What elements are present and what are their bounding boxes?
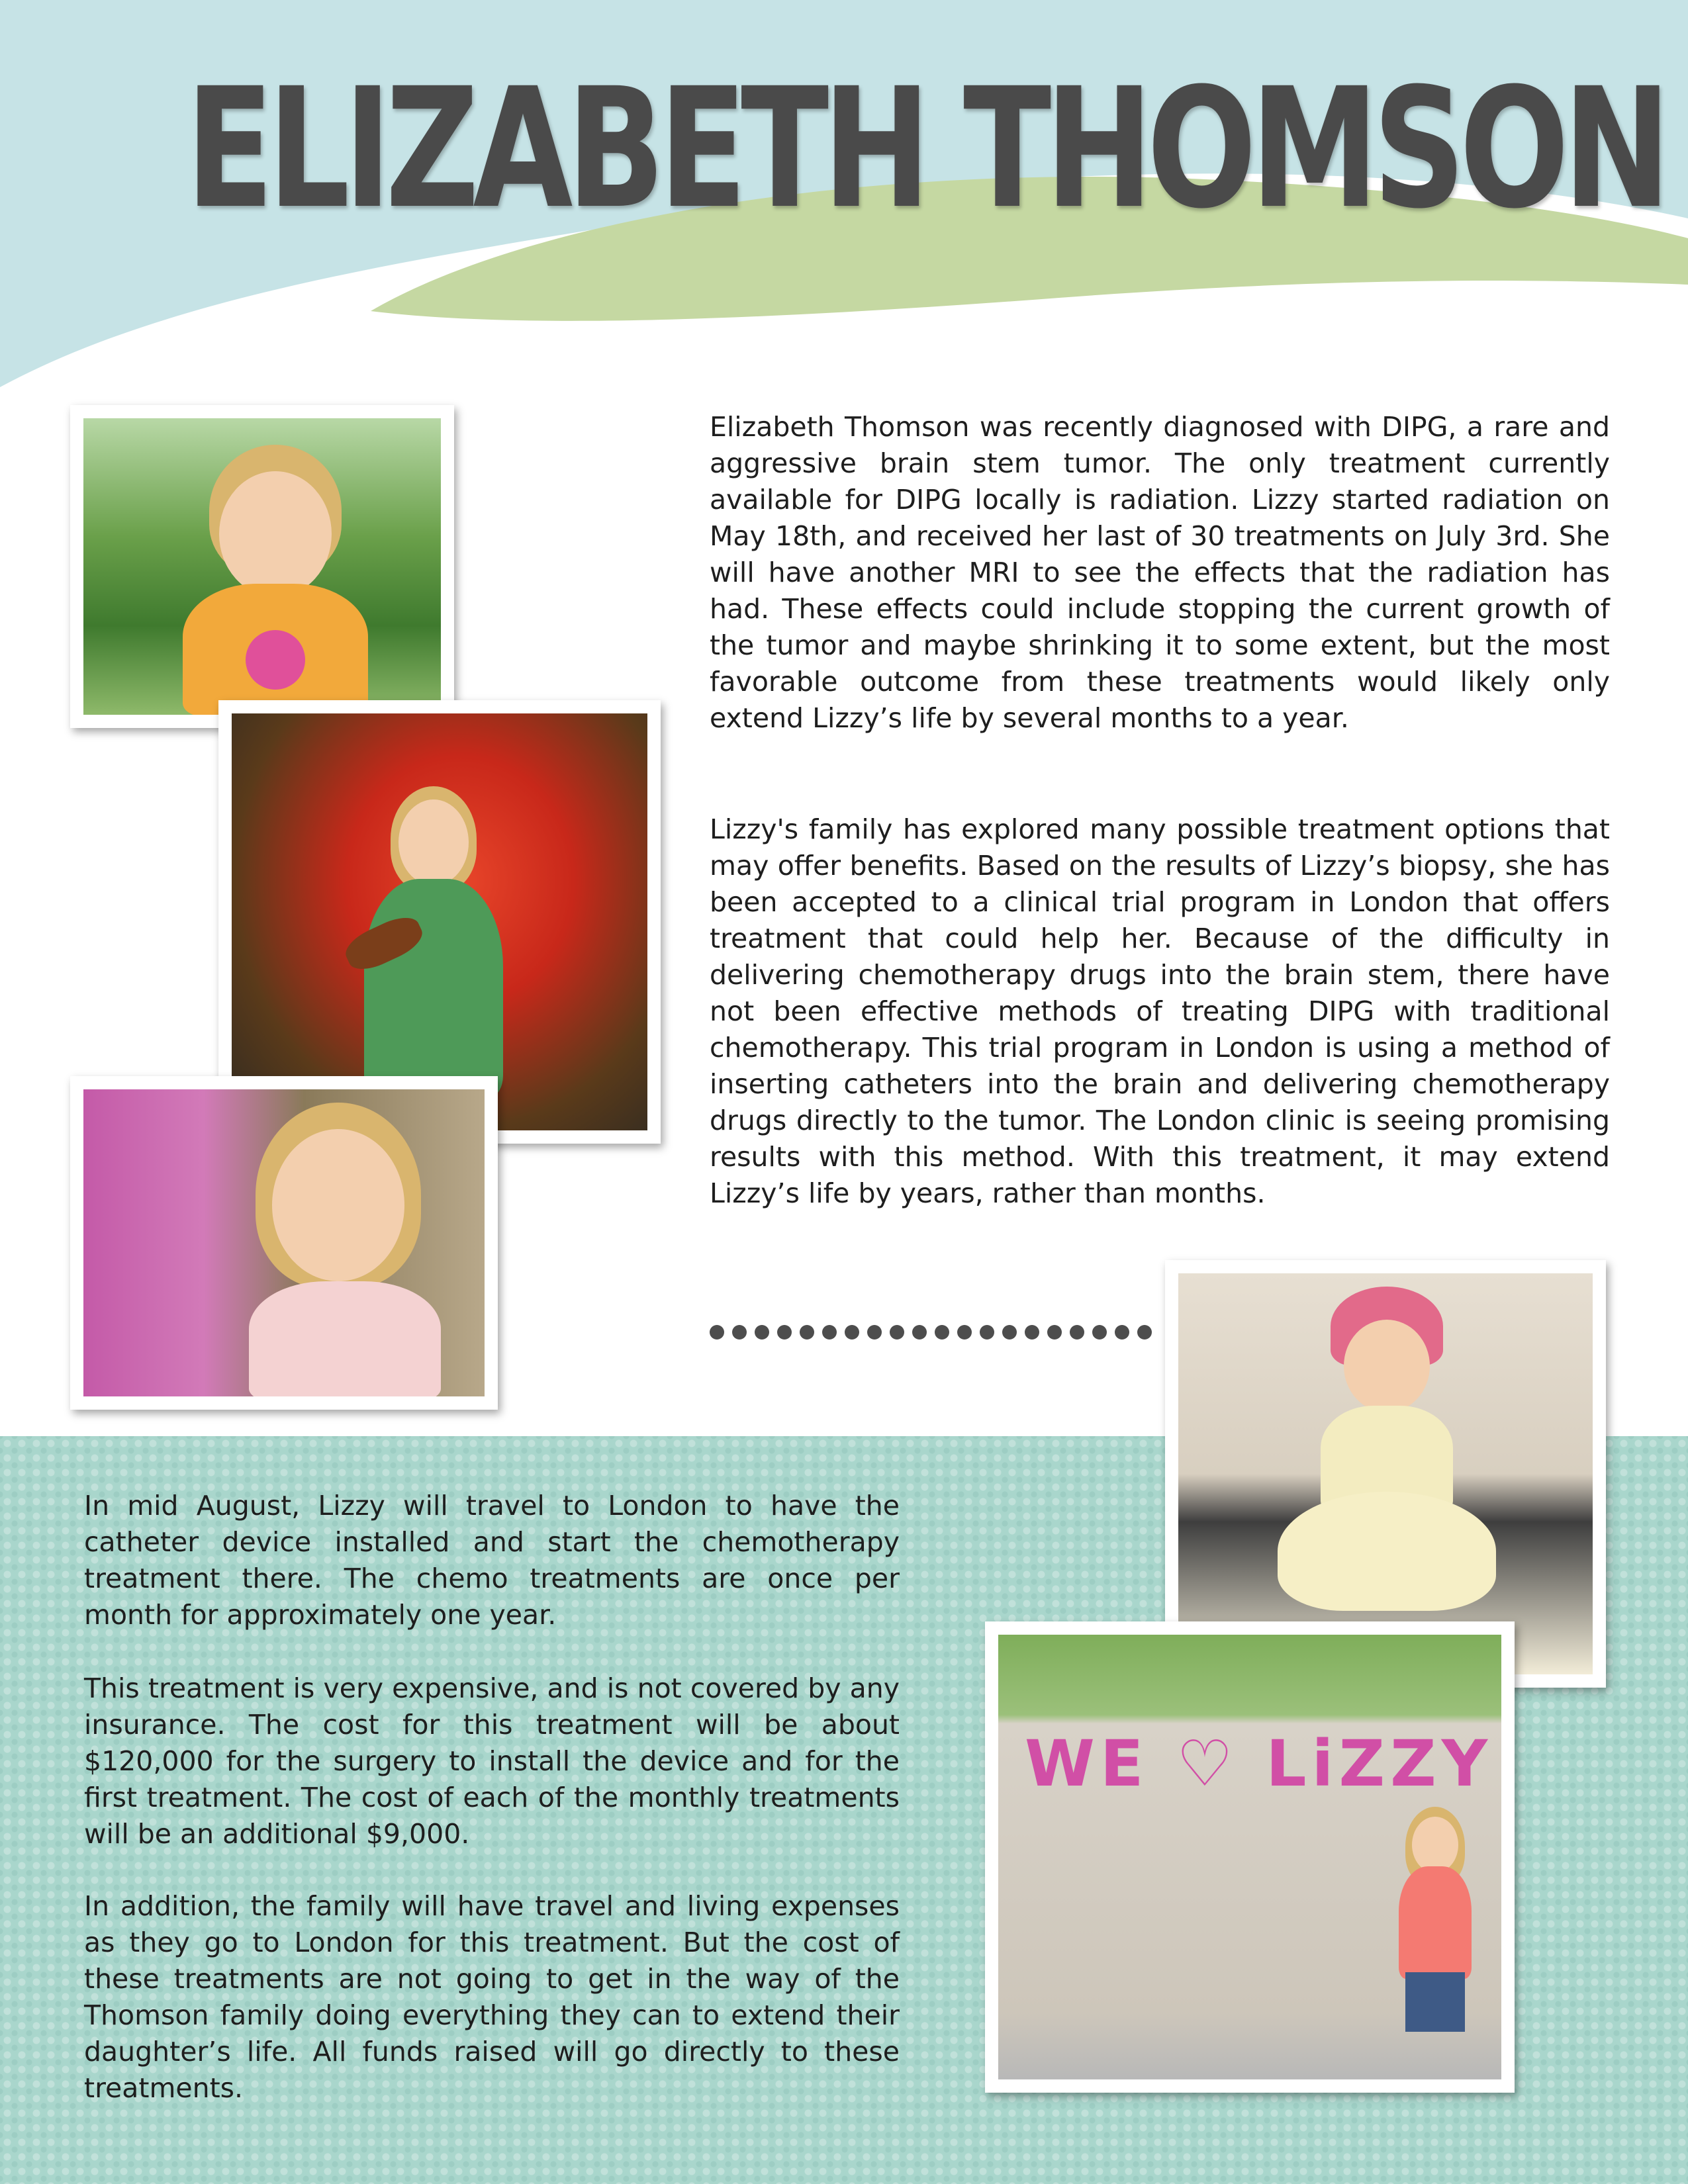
fence-banner-text: WE ♡ LiZZY — [1025, 1727, 1493, 1801]
body-paragraph-diagnosis: Elizabeth Thomson was recently diagnosed with DIPG, a rare and aggressive brain stem tumor. The only treatment currently available for DIPG locally is radiation. Lizzy started radiation on May 18th, and received her last of 30 treatments on July 3rd. She will have another MRI to see the effects that the radiation has had. These effects could include stopping the current growth of the tumor and maybe shrinking it to some extent, but the most favorable outcome from these treatments would likely only extend Lizzy’s life by several months to a year. — [710, 411, 1610, 734]
body-paragraph-treatment-options: Lizzy's family has explored many possible treatment options that may offer benefits. Based on the results of Lizzy’s biopsy, she has been accepted to a clinical trial program in London that offers treatment that could help her. Because of the difficulty in delivering chemotherapy drugs into the brain stem, there have not been effective methods of treating DIPG with traditional chemotherapy. This trial program in London is using a method of inserting catheters into the brain and delivering chemotherapy drugs directly to the tumor. The London clinic is seeing promising results with this method. With this treatment, it may extend Lizzy’s life by years, rather than months. — [710, 813, 1610, 1209]
body-paragraph-london-travel: In mid August, Lizzy will travel to London to have the catheter device installed and start the chemotherapy treatment there. The chemo treatments are once per month for approximately one year. — [84, 1490, 900, 1631]
body-paragraph-cost: This treatment is very expensive, and is not covered by any insurance. The cost for this treatment will be about $120,000 for the surgery to install the device and for the first treatment. The cost of each of the monthly treatments will be an additional $9,000. — [84, 1672, 900, 1850]
photo-toddler-garden — [70, 405, 454, 728]
page-title: ELIZABETH THOMSON — [185, 52, 1665, 245]
dotted-divider — [710, 1325, 1152, 1340]
photo-girl-flowers — [70, 1076, 498, 1410]
photo-we-love-lizzy-fence — [985, 1621, 1515, 2093]
body-paragraph-family-expenses: In addition, the family will have travel and living expenses as they go to London for this treatment. But the cost of these treatments are not going to get in the way of the Thomson family doing everything they can to extend their daughter’s life. All funds raised will go directly to these treatments. — [84, 1890, 900, 2104]
